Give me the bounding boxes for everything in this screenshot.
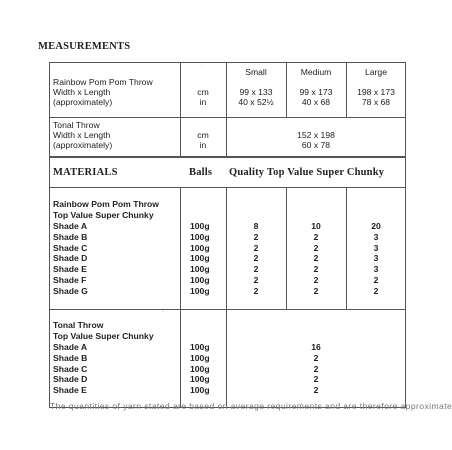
tonal-materials-title: Tonal Throw Top Value Super Chunky	[53, 320, 154, 341]
balls-label: Balls	[189, 167, 213, 178]
rainbow-medium-qty: 2	[313, 231, 319, 242]
tonal-shade-weight: 100g	[190, 374, 210, 385]
rainbow-large-qty: 2	[373, 274, 379, 285]
tonal-qty: 2	[313, 363, 319, 374]
tonal-qty: 2	[313, 385, 319, 396]
rainbow-medium-values: 99 x 173 40 x 68	[299, 87, 333, 108]
rainbow-large-qty: 3	[373, 242, 379, 253]
rainbow-shade-weight: 100g	[190, 285, 210, 296]
rainbow-medium-qty: 2	[313, 274, 319, 285]
rainbow-large-qty: 20	[371, 221, 381, 231]
rainbow-weight-col	[190, 221, 210, 297]
rainbow-shade-name: Shade D	[53, 253, 88, 264]
tonal-shade-weight: 100g	[190, 352, 210, 363]
materials-heading: MATERIALS	[53, 167, 118, 178]
tonal-qty: 2	[313, 374, 319, 385]
tonal-shade-name: Shade B	[53, 352, 88, 363]
rainbow-shade-name: Shade G	[53, 285, 88, 296]
rainbow-shade-name: Shade C	[53, 242, 88, 253]
tonal-values: 152 x 198 60 x 78	[297, 130, 335, 151]
rainbow-medium-qty: 2	[313, 285, 319, 296]
rainbow-small-qty: 2	[253, 231, 259, 242]
rainbow-small-values: 99 x 133 40 x 52½	[238, 87, 274, 108]
tonal-qty: 2	[313, 352, 319, 363]
rainbow-small-qty: 8	[253, 221, 259, 231]
tonal-qty-col	[226, 342, 406, 396]
rainbow-large-qty: 2	[373, 285, 379, 296]
tonal-shade-col	[53, 342, 87, 396]
tonal-shade-weight: 100g	[190, 385, 210, 396]
rainbow-materials-title: Rainbow Pom Pom Throw Top Value Super Chunky	[53, 199, 159, 220]
rainbow-shade-weight: 100g	[190, 231, 210, 242]
rainbow-medium-qty: 10	[311, 221, 321, 231]
tonal-shade-weight: 100g	[190, 363, 210, 374]
rainbow-units: cm in	[197, 87, 209, 108]
rainbow-small-qty: 2	[253, 285, 259, 296]
rainbow-shade-col	[53, 221, 88, 297]
tonal-qty: 16	[311, 342, 321, 352]
rainbow-medium-col	[286, 221, 346, 297]
rainbow-shade-name: Shade E	[53, 264, 87, 275]
rainbow-shade-weight: 100g	[190, 221, 210, 231]
quality-label: Quality Top Value Super Chunky	[229, 167, 385, 178]
rainbow-small-qty: 2	[253, 274, 259, 285]
size-header-medium: Medium	[300, 67, 332, 77]
rainbow-medium-qty: 2	[313, 264, 319, 275]
rainbow-shade-weight: 100g	[190, 264, 210, 275]
rainbow-shade-name: Shade A	[53, 221, 88, 231]
rainbow-large-qty: 3	[373, 264, 379, 275]
tonal-shade-name: Shade D	[53, 374, 88, 385]
tonal-units: cm in	[197, 130, 209, 151]
rainbow-shade-weight: 100g	[190, 274, 210, 285]
tonal-shade-weight: 100g	[190, 342, 210, 352]
tonal-measure-label: Tonal Throw Width x Length (approximately)	[53, 120, 113, 151]
footer-note-cropped: The quantities of yarn stated are based on average requirements and are therefore approximate	[50, 401, 452, 411]
rainbow-large-col	[346, 221, 406, 297]
rainbow-large-qty: 3	[373, 253, 379, 264]
tonal-shade-name: Shade C	[53, 363, 88, 374]
tonal-weight-col	[190, 342, 210, 396]
rainbow-small-qty: 2	[253, 253, 259, 264]
size-header-small: Small	[245, 67, 267, 77]
measurements-heading: MEASUREMENTS	[38, 41, 131, 52]
rainbow-shade-weight: 100g	[190, 253, 210, 264]
rainbow-shade-name: Shade F	[53, 274, 87, 285]
rainbow-medium-qty: 2	[313, 242, 319, 253]
rainbow-small-qty: 2	[253, 242, 259, 253]
rainbow-shade-weight: 100g	[190, 242, 210, 253]
rainbow-small-qty: 2	[253, 264, 259, 275]
size-header-large: Large	[365, 67, 387, 77]
rainbow-medium-qty: 2	[313, 253, 319, 264]
rainbow-shade-name: Shade B	[53, 231, 88, 242]
rainbow-measure-label: Rainbow Pom Pom Throw Width x Length (approximately)	[53, 77, 153, 108]
tonal-shade-name: Shade A	[53, 342, 88, 352]
rainbow-large-values: 198 x 173 78 x 68	[357, 87, 395, 108]
rainbow-small-col	[226, 221, 286, 297]
tonal-shade-name: Shade E	[53, 385, 87, 396]
page: MEASUREMENTS ‘ Small Medium Large Rainbow Pom Pom Throw Width x Length (approximately) cm in 99 x 133 40 x 52½ 99 x 173 40 x 68 198 x 173 78 x 68 Tonal Throw Width x Length (approximately) cm in 152 x 198 60 x 78 MATERIALS Balls Quality Top Value Super Chunky Rainbow Pom Pom Throw Top Value Super Chunky Shade A Shade B Shade C Shade D Shade E Shade F Shade G 100g 100g 100g 100g 100g 100g 100g 8 2 2 2 2 2 2 10 2 2 2 2 2 2 20 3 3 3 3 2 2 Tonal Throw Top Value Super Chunky ‾ Shade A Shade B Shade C Shade D Shade E 100g 100g 100g 100g 100g 16 2 2 2 2 The quantities of yarn stated are based on average requirements and are therefore approximate	[38, 41, 452, 411]
rainbow-large-qty: 3	[373, 231, 379, 242]
